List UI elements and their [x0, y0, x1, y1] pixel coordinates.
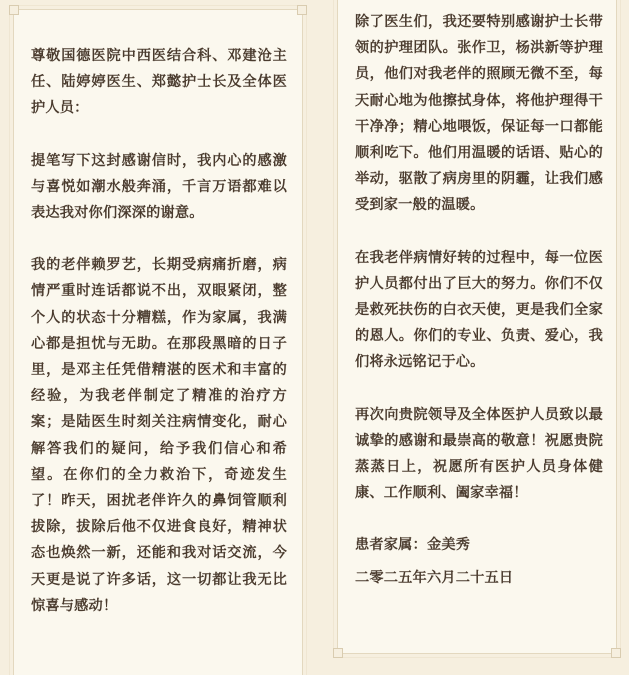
- corner-ornament: [333, 648, 343, 658]
- letter-paragraph: 再次向贵院领导及全体医护人员致以最诚挚的感谢和最崇高的敬意！祝愿贵院蒸蒸日上，祝愿所有医护人员身体健康、工作顺利、阖家幸福！: [355, 406, 603, 502]
- salutation: 尊敬国德医院中西医结合科、邓建沧主任、陆婷婷医生、郑懿护士长及全体医护人员：: [31, 48, 287, 117]
- letter-paragraph: 我的老伴赖罗艺，长期受病痛折磨，病情严重时连话都说不出，双眼紧闭，整个人的状态十分糟糕，作为家属，我满心都是担忧与无助。在那段黑暗的日子里，是邓主任凭借精湛的医术和丰富的经验，为我老伴制定了精准的治疗方案；是陆医生时刻关注病情变化，耐心解答我们的疑问，给予我们信心和希望。在你们的全力救治下，奇迹发生了！昨天，困扰老伴许久的鼻饲管顺利拔除，拔除后他不仅进食良好，精神状态也焕然一新，还能和我对话交流，今天更是说了许多话，这一切都让我无比惊喜与感动！: [31, 257, 287, 614]
- letter-date: 二零二五年六月二十五日: [355, 569, 514, 586]
- corner-ornament: [9, 5, 19, 15]
- letter-paragraph: 在我老伴病情好转的过程中，每一位医护人员都付出了巨大的努力。你们不仅是救死扶伤的白衣天使，更是我们全家的恩人。你们的专业、负责、爱心，我们将永远铭记于心。: [355, 249, 603, 371]
- signature: 患者家属：金美秀: [355, 537, 471, 554]
- letter-page-left: [13, 9, 303, 675]
- letter-body-right: [355, 9, 603, 591]
- corner-ornament: [297, 5, 307, 15]
- letter-paragraph: 提笔写下这封感谢信时，我内心的感激与喜悦如潮水般奔涌，千言万语都难以表达我对你们深深的谢意。: [31, 152, 287, 222]
- letter-paragraph: 除了医生们，我还要特别感谢护士长带领的护理团队。张作卫，杨洪新等护理员，他们对我老伴的照顾无微不至，每天耐心地为他擦拭身体，将他护理得干干净净；精心地喂饭，保证每一口都能顺利吃下。他们用温暖的话语、贴心的举动，驱散了病房里的阴霾，让我们感受到家一般的温暖。: [355, 14, 603, 214]
- corner-ornament: [611, 648, 621, 658]
- letter-body-left: [31, 43, 287, 619]
- letter-page-right: [337, 0, 617, 654]
